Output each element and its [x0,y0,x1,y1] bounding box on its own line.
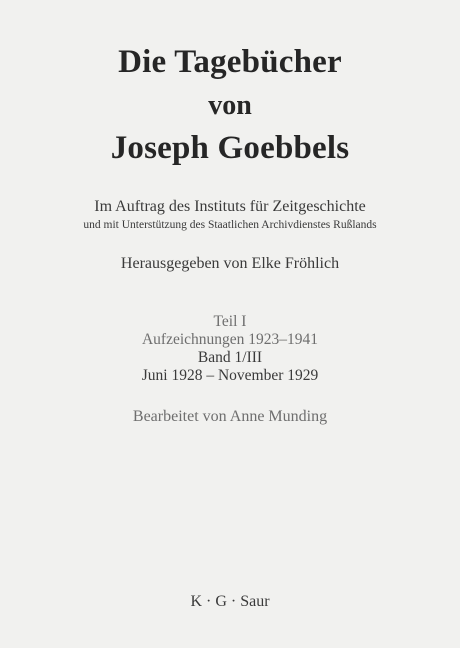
period-line: Juni 1928 – November 1929 [141,367,319,384]
publisher-line: K · G · Saur [190,593,270,610]
title-line-3: Joseph Goebbels [110,130,350,166]
commission-line-2: und mit Unterstützung des Staatlichen Archivdienstes Rußlands [83,219,377,231]
records-line: Aufzeichnungen 1923–1941 [141,331,319,348]
volume-line: Band 1/III [197,349,263,366]
title-line-1: Die Tagebücher [118,44,342,80]
title-line-2: von [208,90,252,121]
edited-by-line: Bearbeitet von Anne Munding [132,408,328,425]
part-line: Teil I [213,313,247,330]
commission-line-1: Im Auftrag des Instituts für Zeitgeschichte [94,198,366,215]
editor-line: Herausgegeben von Elke Fröhlich [120,255,340,272]
